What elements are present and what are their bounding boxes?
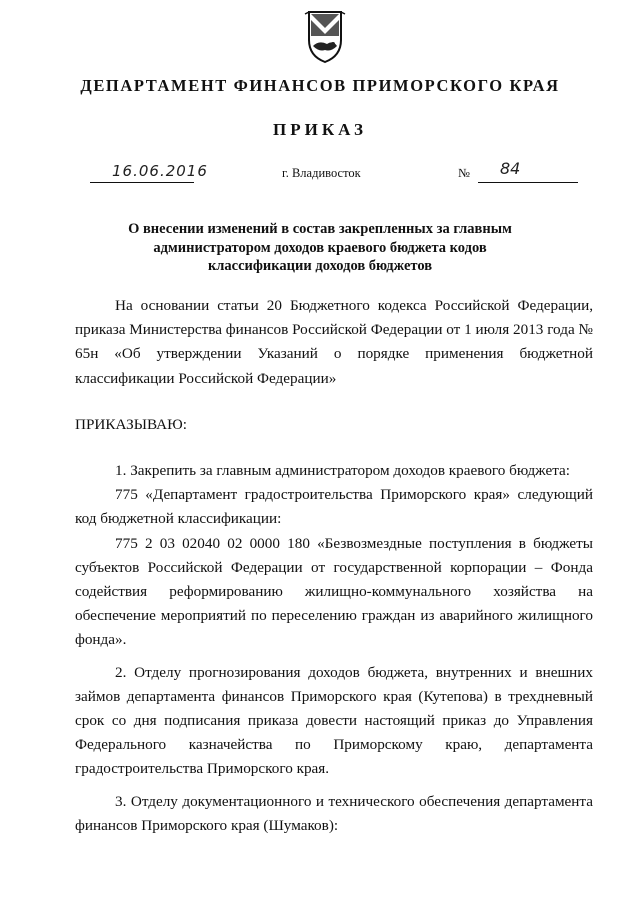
document-number: 84 — [500, 159, 521, 178]
date-underline — [90, 182, 194, 183]
preamble-paragraph: На основании статьи 20 Бюджетного кодекса Российской Федерации, приказа Министерства финансов Российской Федерации от 1 июля 2013 года № 65н «Об утверждении Указаний о порядке применения бюджетной классификации Российской Федерации» — [75, 297, 593, 387]
document-date: 16.06.2016 — [112, 162, 208, 180]
document-subject: О внесении изменений в состав закрепленных за главным администратором доходов краевого бюджета кодов классификации доходов бюджетов — [128, 221, 512, 274]
document-city: г. Владивосток — [282, 166, 361, 180]
coat-of-arms-icon — [303, 6, 347, 64]
item-1: 1. Закрепить за главным администратором доходов краевого бюджета: — [115, 462, 570, 480]
department-title: ДЕПАРТАМЕНТ ФИНАНСОВ ПРИМОРСКОГО КРАЯ — [80, 76, 560, 95]
number-sign: № — [458, 166, 470, 180]
number-underline — [478, 182, 578, 183]
item-1-budget-code: 775 2 03 02040 02 0000 180 «Безвозмездные поступления в бюджеты субъектов Российской Федерации от государственной корпорации – Фонда содействия реформированию жилищно-коммунального хозяйства на обеспечение мероприятий по переселению граждан из аварийного жилищного фонда». — [75, 534, 593, 649]
document-body — [75, 294, 593, 838]
item-2: 2. Отделу прогнозирования доходов бюджета, внутренних и внешних займов департамента финансов Приморского края (Кутепова) в трехдневный срок со дня подписания приказа довести настоящий приказ до Управления Федерального казначейства по Приморскому краю, департамента градостроительства Приморского края. — [75, 663, 593, 778]
item-1-administrator: 775 «Департамент градостроительства Приморского края» следующий код бюджетной классификации: — [75, 486, 593, 528]
order-heading: ПРИКАЗЫВАЮ: — [75, 415, 187, 433]
document-type-title: ПРИКАЗ — [273, 120, 367, 139]
item-3: 3. Отделу документационного и технического обеспечения департамента финансов Приморского края (Шумаков): — [75, 792, 593, 834]
